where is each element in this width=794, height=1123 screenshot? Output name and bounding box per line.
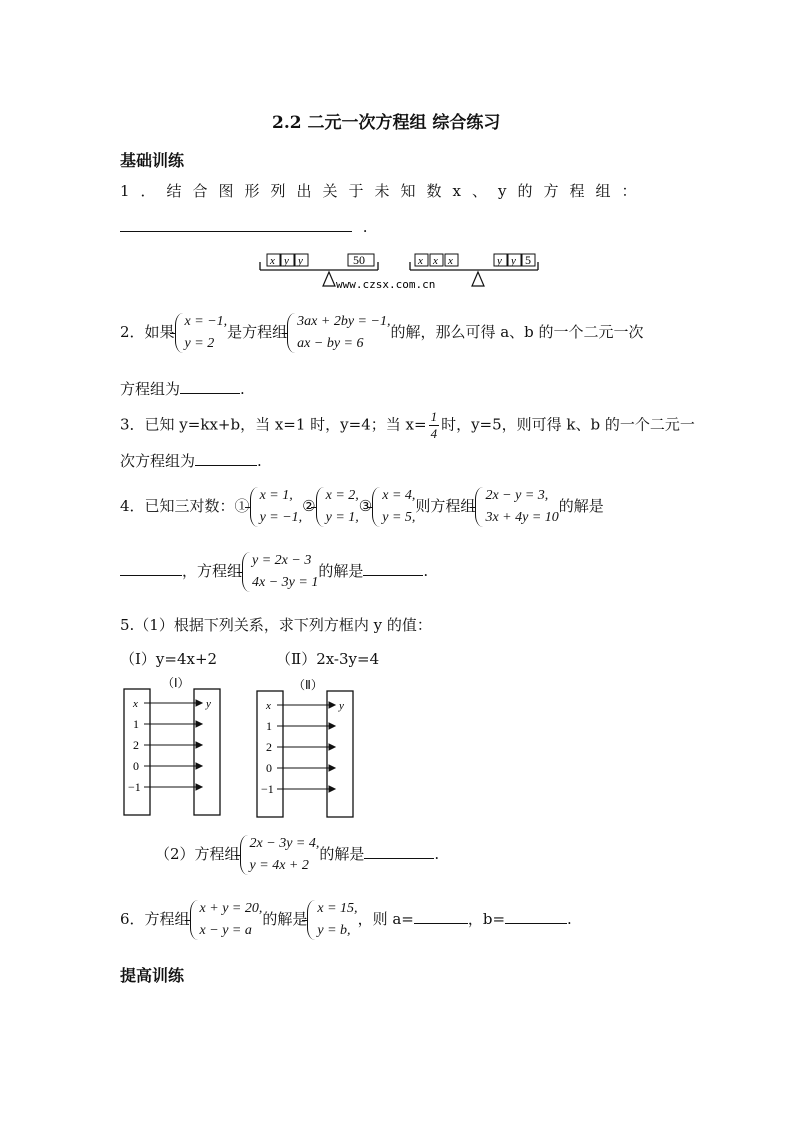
q5-part2-prefix: （2）方程组 (155, 845, 240, 863)
box-label: x (433, 255, 438, 267)
eq-line: x − y = a (199, 923, 252, 938)
eq-line: 4x − 3y = 1 (252, 575, 319, 590)
q3-text-b: 时，y=5，则可得 k、b 的一个二元一 (441, 415, 695, 434)
eq-line: y = 4x + 2 (249, 858, 309, 873)
system-q2 (287, 311, 390, 355)
eq-line: 2x − y = 3, (485, 488, 549, 503)
eq-line: y = b, (317, 923, 351, 938)
answer-blank-q4b[interactable] (363, 563, 423, 576)
eq-line: x = −1, (184, 314, 228, 329)
system-q2-solution (175, 311, 228, 355)
x-label: x (266, 700, 271, 712)
period: . (257, 452, 262, 470)
period: . (567, 910, 572, 928)
arrows (277, 702, 335, 792)
q4-suffix: 的解是 (558, 497, 604, 515)
q2-line2: 方程组为 (120, 380, 181, 398)
circled-3: ③ (358, 497, 373, 515)
fraction-numerator: 1 (430, 409, 438, 424)
q4-prefix: 4．已知三对数： (120, 497, 235, 515)
question-2-line-2 (120, 378, 245, 399)
answer-blank-q1[interactable] (120, 219, 352, 232)
pair-3 (372, 485, 415, 529)
question-2-line-1 (120, 311, 644, 355)
section-heading-basic: 基础训练 (120, 151, 185, 170)
circled-2: ② (302, 497, 316, 515)
q3-line2: 次方程组为 (120, 452, 196, 470)
balance-scale-svg (250, 246, 550, 296)
balance-scale-figure (250, 246, 550, 296)
page-title: 2.2 二元一次方程组 综合练习 (272, 113, 501, 133)
system-q4b (242, 550, 318, 594)
relation-2: （Ⅱ）2x-3y=4 (276, 650, 380, 668)
period: . (362, 218, 368, 236)
x-label: x (133, 698, 138, 710)
y-label: y (339, 700, 344, 712)
question-4-line-1 (120, 485, 604, 529)
question-5-part-2 (155, 833, 439, 877)
solution-q6 (307, 898, 357, 942)
mapping-diagram-2 (253, 678, 363, 822)
diagram-title: （Ⅱ） (293, 678, 323, 692)
x-value: 0 (266, 761, 272, 775)
answer-blank-q5[interactable] (364, 846, 434, 859)
box-label: y (298, 255, 303, 267)
x-value: 2 (133, 738, 139, 752)
question-5-text: 5.（1）根据下列关系，求下列方框内 y 的值： (120, 616, 432, 634)
q4-line2-b: 的解是 (318, 562, 364, 580)
box-label: y (497, 255, 502, 267)
section-heading-advanced: 提高训练 (120, 966, 185, 985)
period: . (240, 380, 245, 398)
eq-line: x = 4, (382, 488, 416, 503)
answer-blank-a[interactable] (414, 911, 468, 924)
q2-mid: 是方程组 (227, 323, 288, 341)
question-3-line-1 (120, 409, 695, 442)
circled-1: ① (234, 497, 250, 515)
x-value: −1 (128, 780, 141, 794)
pair-1 (250, 485, 303, 529)
box-label: 5 (525, 253, 531, 267)
x-value: −1 (261, 782, 274, 796)
q4-line2-a: ，方程组 (182, 562, 243, 580)
eq-line: x = 2, (325, 488, 359, 503)
pair-2 (316, 485, 359, 529)
q6-mid: 的解是 (262, 910, 308, 928)
eq-line: 2x − 3y = 4, (249, 836, 320, 851)
x-value: 1 (133, 717, 139, 731)
arrows (144, 700, 202, 790)
eq-line: x + y = 20, (199, 901, 263, 916)
mapping-diagram-1 (120, 676, 230, 820)
eq-line: x = 1, (259, 488, 293, 503)
y-label: y (206, 698, 211, 710)
q6-prefix: 6．方程组 (120, 910, 190, 928)
eq-line: y = 5, (382, 510, 416, 525)
period: . (434, 845, 440, 863)
eq-line: 3x + 4y = 10 (485, 510, 559, 525)
eq-line: 3ax + 2by = −1, (297, 314, 391, 329)
answer-blank-q3[interactable] (195, 453, 257, 466)
q2-prefix: 2．如果 (120, 323, 175, 341)
answer-blank-q4a[interactable] (120, 563, 182, 576)
mapping-diagram-1-svg (120, 676, 230, 820)
eq-line: y = −1, (259, 510, 303, 525)
box-label: y (284, 255, 289, 267)
system-q5 (240, 833, 320, 877)
system-q4a (475, 485, 558, 529)
fraction-one-quarter (429, 409, 440, 442)
eq-line: y = 2x − 3 (252, 553, 312, 568)
box-label: y (511, 255, 516, 267)
eq-line: x = 15, (317, 901, 358, 916)
fraction-denominator: 4 (430, 426, 438, 441)
question-4-line-2 (120, 550, 428, 594)
weight-label-50: 50 (353, 253, 365, 267)
eq-line: y = 2 (184, 336, 215, 351)
answer-blank-q2[interactable] (180, 381, 240, 394)
q5-part2-suffix: 的解是 (319, 845, 365, 863)
x-value: 1 (266, 719, 272, 733)
system-q6 (190, 898, 263, 942)
question-1-text: 1．结合图形列出关于未知数x、y的方程组： (120, 182, 648, 200)
q4-mid: 则方程组 (415, 497, 476, 515)
relation-1: （Ⅰ）y=4x+2 (120, 650, 218, 668)
x-value: 0 (133, 759, 139, 773)
q2-suffix: 的解，那么可得 a、b 的一个二元一次 (390, 323, 644, 341)
diagram-title: （Ⅰ） (162, 676, 190, 690)
x-value: 2 (266, 740, 272, 754)
answer-blank-b[interactable] (505, 911, 567, 924)
box-label: x (448, 255, 453, 267)
watermark: www.czsx.com.cn (336, 278, 436, 291)
q6-b-label: ，b= (467, 910, 506, 928)
eq-line: y = 1, (325, 510, 359, 525)
q6-a-label: ，则 a= (357, 910, 414, 928)
box-label: x (270, 255, 275, 267)
box-label: x (418, 255, 423, 267)
q3-text-a: 3．已知 y=kx+b，当 x=1 时，y=4；当 x= (120, 415, 427, 434)
period: . (423, 562, 429, 580)
eq-line: ax − by = 6 (297, 336, 364, 351)
mapping-diagram-2-svg (253, 678, 363, 822)
question-6 (120, 898, 572, 942)
question-3-line-2 (120, 450, 262, 471)
